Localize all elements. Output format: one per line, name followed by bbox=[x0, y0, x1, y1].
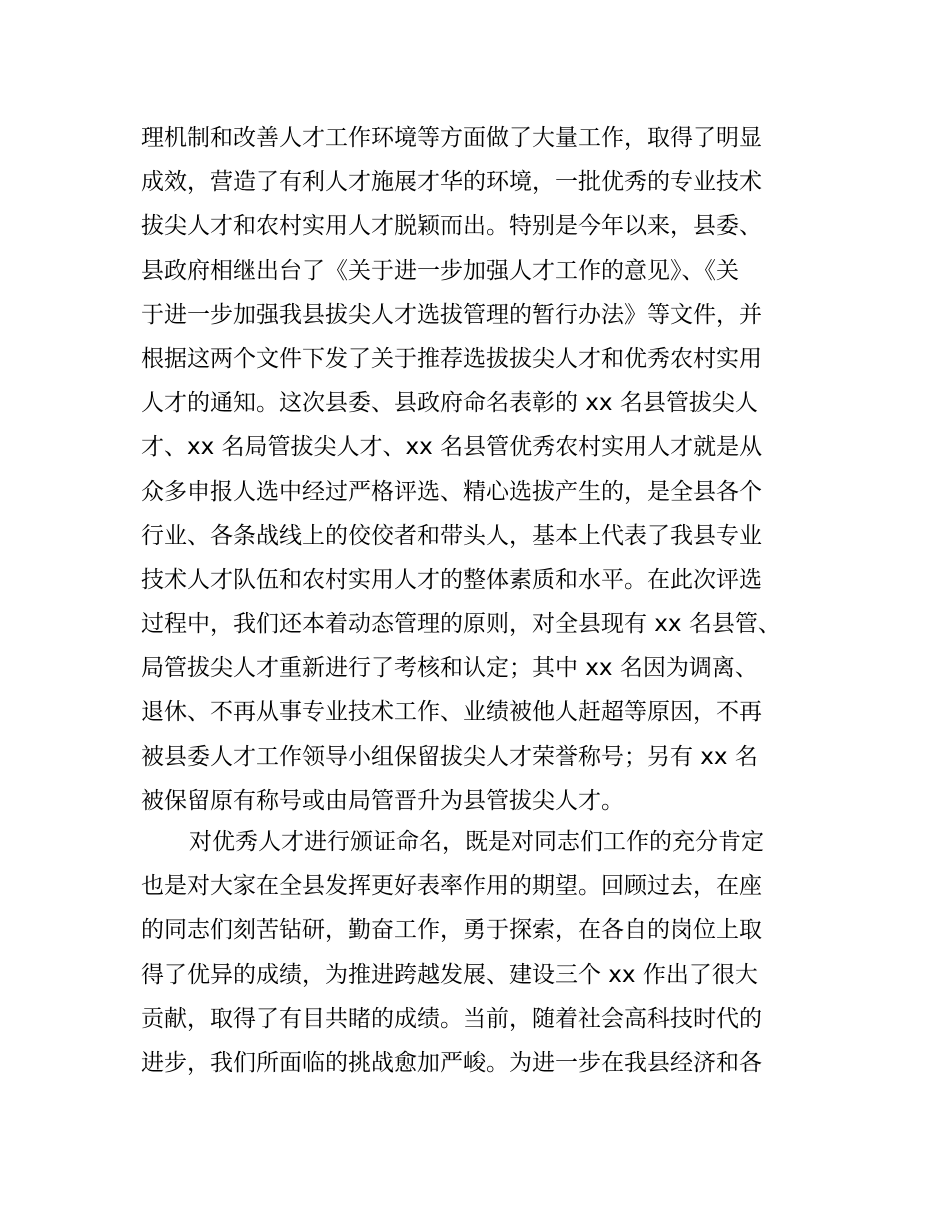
paragraph-line: 行业、各条战线上的佼佼者和带头人，基本上代表了我县专业 bbox=[141, 522, 762, 549]
paragraph-line: 局管拔尖人才重新进行了考核和认定；其中 xx 名因为调离、 bbox=[141, 655, 758, 682]
paragraph-line: 人才的通知。这次县委、县政府命名表彰的 xx 名县管拔尖人 bbox=[141, 390, 758, 417]
paragraph-line: 技术人才队伍和农村实用人才的整体素质和水平。在此次评选 bbox=[141, 566, 762, 593]
paragraph-line: 拔尖人才和农村实用人才脱颖而出。特别是今年以来，县委、 bbox=[141, 213, 762, 240]
paragraph-line: 对优秀人才进行颁证命名，既是对同志们工作的充分肯定 bbox=[189, 829, 764, 855]
paragraph-line: 进步，我们所面临的挑战愈加严峻。为进一步在我县经济和各 bbox=[141, 1049, 762, 1076]
paragraph-line: 理机制和改善人才工作环境等方面做了大量工作，取得了明显 bbox=[141, 125, 762, 151]
paragraph-line: 被保留原有称号或由局管晋升为县管拔尖人才。 bbox=[141, 787, 624, 814]
paragraph-line: 根据这两个文件下发了关于推荐选拔拔尖人才和优秀农村实用 bbox=[141, 345, 762, 372]
paragraph-line: 退休、不再从事专业技术工作、业绩被他人赶超等原因，不再 bbox=[141, 699, 762, 726]
paragraph-line: 县政府相继出台了《关于进一步加强人才工作的意见》、《关 bbox=[141, 257, 739, 284]
paragraph-line: 被县委人才工作领导小组保留拔尖人才荣誉称号；另有 xx 名 bbox=[141, 743, 758, 770]
paragraph-line: 得了优异的成绩，为推进跨越发展、建设三个 xx 作出了很大 bbox=[141, 961, 758, 988]
paragraph-line: 众多申报人选中经过严格评选、精心选拔产生的，是全县各个 bbox=[141, 478, 762, 505]
paragraph-line: 成效，营造了有利人才施展才华的环境，一批优秀的专业技术 bbox=[141, 169, 762, 196]
paragraph-1 bbox=[141, 116, 831, 823]
paragraph-line: 过程中，我们还本着动态管理的原则，对全县现有 xx 名县管、 bbox=[141, 611, 781, 638]
paragraph-line: 也是对大家在全县发挥更好表率作用的期望。回顾过去，在座 bbox=[141, 873, 762, 900]
paragraph-2 bbox=[141, 820, 831, 1085]
paragraph-line: 于进一步加强我县拔尖人才选拔管理的暂行办法》等文件，并 bbox=[141, 301, 762, 328]
paragraph-line: 才、xx 名局管拔尖人才、xx 名县管优秀农村实用人才就是从 bbox=[141, 434, 763, 461]
paragraph-line: 贡献，取得了有目共睹的成绩。当前，随着社会高科技时代的 bbox=[141, 1005, 762, 1032]
paragraph-line: 的同志们刻苦钻研，勤奋工作，勇于探索，在各自的岗位上取 bbox=[141, 917, 762, 944]
